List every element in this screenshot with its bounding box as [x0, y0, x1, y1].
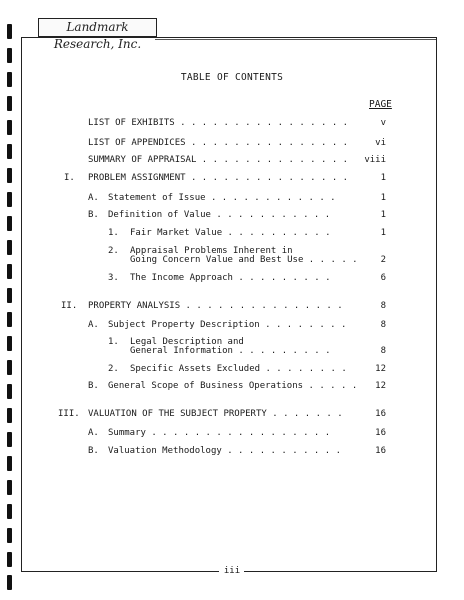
toc-entry: Definition of Value . . . . . . . . . . .	[108, 210, 331, 220]
binding-tab	[7, 360, 12, 375]
toc-page-number: 16	[375, 446, 386, 456]
binding-tab	[7, 168, 12, 183]
frame-line	[436, 37, 437, 572]
company-logo: Landmark Research, Inc.	[38, 18, 157, 37]
section-number: 1.	[108, 337, 119, 347]
toc-entry: Statement of Issue . . . . . . . . . . . .	[108, 193, 336, 203]
binding-tab	[7, 408, 12, 423]
toc-page-number: 1	[380, 193, 386, 203]
binding-tab	[7, 288, 12, 303]
binding-tab	[7, 528, 12, 543]
binding-tab	[7, 240, 12, 255]
section-number: A.	[88, 428, 99, 438]
binding-tab	[7, 120, 12, 135]
toc-page-number: 16	[375, 428, 386, 438]
toc-page-number: 16	[375, 409, 386, 419]
section-number: A.	[88, 193, 99, 203]
binding-tab	[7, 432, 12, 447]
toc-entry: PROPERTY ANALYSIS . . . . . . . . . . . . . . .	[88, 301, 343, 311]
frame-line	[155, 39, 437, 40]
toc-entry-continuation: General Information . . . . . . . . .	[130, 346, 331, 356]
toc-entry: Appraisal Problems Inherent in	[130, 246, 293, 256]
toc-entry: Summary . . . . . . . . . . . . . . . . .	[108, 428, 331, 438]
section-number: B.	[88, 381, 99, 391]
toc-page-number: 8	[380, 301, 386, 311]
binding-tab	[7, 504, 12, 519]
page-column-header: PAGE	[369, 99, 392, 110]
section-number: A.	[88, 320, 99, 330]
section-number: I.	[64, 173, 75, 183]
toc-page-number: 1	[380, 228, 386, 238]
section-number: III.	[58, 409, 80, 419]
page-title: TABLE OF CONTENTS	[180, 72, 284, 83]
binding-tab	[7, 456, 12, 471]
toc-page-number: 6	[380, 273, 386, 283]
binding-tab	[7, 384, 12, 399]
binding-tab	[7, 24, 12, 39]
binding-tab	[7, 552, 12, 567]
toc-page-number: 12	[375, 381, 386, 391]
binding-tab	[7, 96, 12, 111]
toc-page-number: 12	[375, 364, 386, 374]
footer-page-number: iii	[223, 566, 241, 576]
toc-entry: General Scope of Business Operations . . . . .	[108, 381, 358, 391]
toc-entry: The Income Approach . . . . . . . . .	[130, 273, 331, 283]
toc-page-number: 8	[380, 320, 386, 330]
toc-page-number: 8	[380, 346, 386, 356]
section-number: B.	[88, 210, 99, 220]
toc-page-number: viii	[364, 155, 386, 165]
section-number: 3.	[108, 273, 119, 283]
toc-page-number: 2	[380, 255, 386, 265]
toc-entry: LIST OF EXHIBITS . . . . . . . . . . . . . . . .	[88, 118, 349, 128]
toc-entry: LIST OF APPENDICES . . . . . . . . . . . . . . .	[88, 138, 349, 148]
section-number: 2.	[108, 246, 119, 256]
binding-tab	[7, 144, 12, 159]
binding-tab	[7, 264, 12, 279]
binding-tab	[7, 48, 12, 63]
toc-entry: Fair Market Value . . . . . . . . . .	[130, 228, 331, 238]
binding-tab	[7, 192, 12, 207]
toc-entry: Specific Assets Excluded . . . . . . . .	[130, 364, 347, 374]
toc-entry: Legal Description and	[130, 337, 244, 347]
toc-page-number: 1	[380, 210, 386, 220]
binding-tab	[7, 575, 12, 590]
toc-entry-continuation: Going Concern Value and Best Use . . . . .	[130, 255, 358, 265]
section-number: II.	[61, 301, 78, 311]
binding-tab	[7, 216, 12, 231]
binding-tab	[7, 336, 12, 351]
binding-tab	[7, 312, 12, 327]
frame-line	[21, 37, 22, 572]
binding-tab	[7, 480, 12, 495]
toc-entry: PROBLEM ASSIGNMENT . . . . . . . . . . . . . . .	[88, 173, 349, 183]
toc-entry: Valuation Methodology . . . . . . . . . . .	[108, 446, 341, 456]
toc-page-number: 1	[380, 173, 386, 183]
toc-page-number: v	[380, 118, 386, 128]
toc-entry: VALUATION OF THE SUBJECT PROPERTY . . . . . . .	[88, 409, 343, 419]
section-number: 2.	[108, 364, 119, 374]
section-number: B.	[88, 446, 99, 456]
section-number: 1.	[108, 228, 119, 238]
toc-entry: Subject Property Description . . . . . . . .	[108, 320, 347, 330]
toc-page-number: vi	[375, 138, 386, 148]
toc-entry: SUMMARY OF APPRAISAL . . . . . . . . . . . . . .	[88, 155, 349, 165]
